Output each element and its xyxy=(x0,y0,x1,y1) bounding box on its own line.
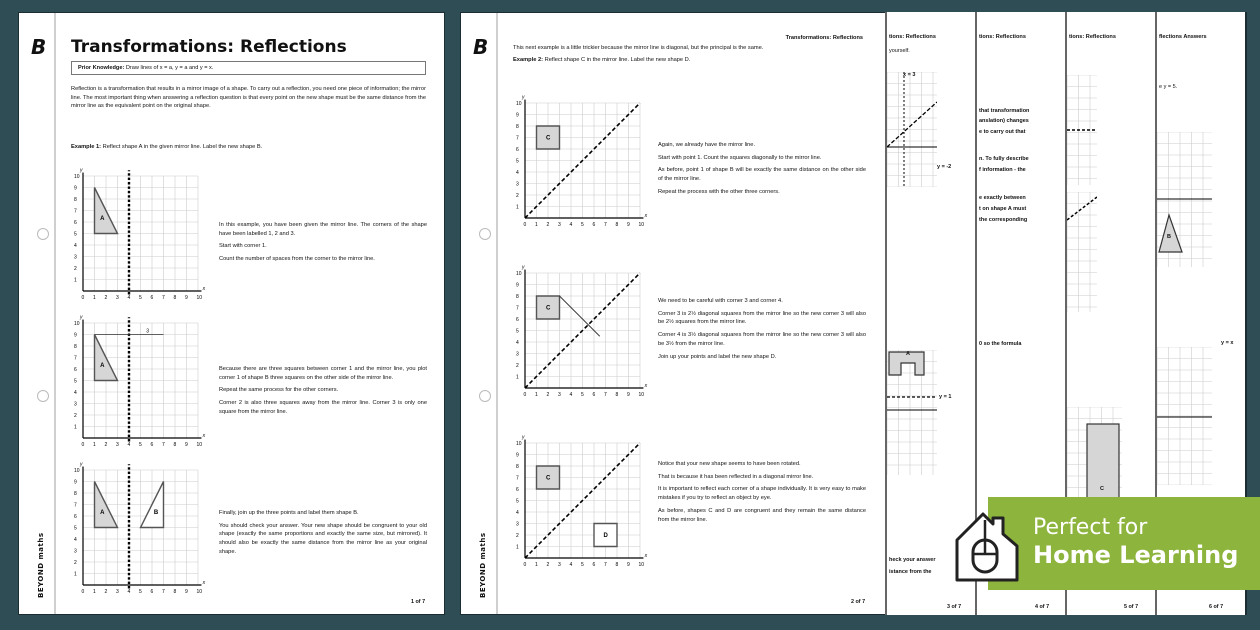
explanation-line: Count the number of spaces from the corner to the mirror line. xyxy=(219,256,375,263)
page-sidebar xyxy=(461,13,498,614)
count-label: 3 xyxy=(146,328,150,335)
x-tick-label: 7 xyxy=(162,589,165,595)
page-header: tions: Reflections xyxy=(979,34,1026,40)
y-tick-label: 5 xyxy=(74,525,77,532)
graph-2 xyxy=(61,303,211,453)
text-fragment: n. To fully describe xyxy=(979,156,1029,162)
x-tick-label: 6 xyxy=(592,222,596,228)
x-tick-label: 2 xyxy=(546,222,550,228)
y-tick-label: 9 xyxy=(516,282,519,289)
y-tick-label: 9 xyxy=(516,452,519,459)
x-tick-label: 2 xyxy=(104,589,108,595)
page-sidebar xyxy=(19,13,56,614)
mini-grid xyxy=(1157,132,1212,267)
page-header: Transformations: Reflections xyxy=(785,35,863,41)
mini-grid xyxy=(887,350,937,475)
text-fragment: yourself. xyxy=(889,48,910,54)
y-tick-label: 8 xyxy=(74,344,77,350)
example-label: Example 1: xyxy=(71,144,102,150)
y-tick-label: 10 xyxy=(74,174,80,180)
y-tick-label: 2 xyxy=(74,560,77,566)
x-tick-label: 10 xyxy=(638,392,645,398)
y-tick-label: 8 xyxy=(516,294,519,300)
y-tick-label: 10 xyxy=(74,468,80,474)
y-tick-label: 3 xyxy=(516,351,519,358)
explanation-line: Repeat the process with the other three corners. xyxy=(658,188,780,195)
explanation-1 xyxy=(658,141,866,201)
x-tick-label: 3 xyxy=(116,589,119,595)
prior-knowledge-text: Draw lines of x = a, y = a and y = x. xyxy=(124,65,214,71)
intro-paragraph: Reflection is a transformation that results in a mirror image of a shape. To carry out a reflection, you need one piece of information; the mirror line. The most important thing when answering a reflection question is that every point on the new shape must be the same distance from the mirror line as the equivalent point on the original shape. xyxy=(71,86,426,110)
y-tick-label: 5 xyxy=(516,158,519,165)
x-tick-label: 6 xyxy=(150,442,154,448)
example-heading xyxy=(71,143,426,152)
x-tick-label: 4 xyxy=(569,222,573,228)
y-tick-label: 8 xyxy=(74,491,77,497)
shape-label: A xyxy=(100,510,105,517)
x-tick-label: 9 xyxy=(627,392,630,398)
x-tick-label: 1 xyxy=(93,295,96,301)
x-tick-label: 6 xyxy=(592,392,596,398)
explanation-line: We need to be careful with corner 3 and corner 4. xyxy=(658,298,783,304)
explanation-line: In this example, you have been given the mirror line. The corners of the shape have been labelled 1, 2 and 3. xyxy=(219,222,427,237)
x-tick-label: 2 xyxy=(104,295,108,301)
x-tick-label: 5 xyxy=(139,589,142,595)
y-tick-label: 2 xyxy=(516,193,519,199)
y-tick-label: 4 xyxy=(516,170,519,176)
y-tick-label: 3 xyxy=(74,254,77,261)
x-tick-label: 4 xyxy=(569,392,573,398)
example-label: Example 2: xyxy=(513,57,544,63)
explanation-line: Start with point 1. Count the squares diagonally to the mirror line. xyxy=(658,154,822,161)
text-fragment: f information - the xyxy=(979,167,1026,173)
x-tick-label: 4 xyxy=(127,589,131,595)
text-fragment: that transformation xyxy=(979,108,1030,114)
badge-line-2: Home Learning xyxy=(1033,541,1239,569)
text-fragment: heck your answer xyxy=(889,557,936,563)
explanation-1 xyxy=(219,221,427,268)
x-tick-label: 7 xyxy=(604,392,607,398)
explanation-2 xyxy=(658,297,866,365)
y-tick-label: 10 xyxy=(516,271,522,277)
y-tick-label: 5 xyxy=(74,378,77,385)
line-label: x = 3 xyxy=(903,72,916,78)
y-tick-label: 4 xyxy=(74,537,77,543)
mini-grid xyxy=(1067,75,1097,185)
shape-label: C xyxy=(1100,486,1104,492)
text-fragment: istance from the xyxy=(889,569,932,575)
y-tick-label: 3 xyxy=(516,521,519,528)
grid xyxy=(1067,192,1097,312)
x-tick-label: 6 xyxy=(592,562,596,568)
x-tick-label: 10 xyxy=(196,589,203,595)
y-tick-label: 6 xyxy=(74,367,77,373)
y-tick-label: 2 xyxy=(516,363,519,369)
binder-hole xyxy=(37,390,49,402)
line-label: y = x xyxy=(1221,340,1234,346)
graph-3 xyxy=(503,423,653,573)
x-tick-label: 7 xyxy=(604,222,607,228)
explanation-line: It is important to reflect each corner of a shape individually. It is very easy to make mistakes if you try to reflect an object by eye. xyxy=(658,486,866,502)
x-axis-label: x xyxy=(202,580,206,586)
text-fragment: e exactly between xyxy=(979,195,1026,201)
shape-label: C xyxy=(546,305,551,312)
x-tick-label: 1 xyxy=(535,392,538,398)
x-tick-label: 1 xyxy=(93,442,96,448)
beyond-logo-icon: B xyxy=(473,35,489,59)
explanation-line: That is because it has been reflected in a diagonal mirror line. xyxy=(658,473,814,480)
y-tick-label: 6 xyxy=(516,317,519,323)
mini-grid xyxy=(1157,347,1212,485)
y-tick-label: 10 xyxy=(74,321,80,327)
y-tick-label: 7 xyxy=(516,305,519,312)
mini-grid xyxy=(1067,192,1097,312)
x-tick-label: 7 xyxy=(162,442,165,448)
x-tick-label: 4 xyxy=(569,562,573,568)
y-tick-label: 8 xyxy=(516,464,519,470)
prior-knowledge-label: Prior Knowledge: xyxy=(78,65,125,71)
x-tick-label: 0 xyxy=(81,442,85,448)
page-header: flections Answers xyxy=(1159,34,1207,40)
x-tick-label: 10 xyxy=(196,295,203,301)
explanation-3 xyxy=(658,460,866,528)
y-tick-label: 1 xyxy=(74,424,77,431)
y-axis-label: y xyxy=(80,461,83,468)
y-axis-label: y xyxy=(522,264,525,271)
shape-label: D xyxy=(603,533,608,539)
x-tick-label: 2 xyxy=(546,562,550,568)
explanation-line: Corner 4 is 3½ diagonal squares from the mirror line so the new corner 3 will also be 3½ from the mirror line. xyxy=(658,332,866,347)
page-number: 6 of 7 xyxy=(1209,604,1224,610)
grid xyxy=(1157,347,1212,485)
y-tick-label: 10 xyxy=(516,101,522,107)
x-tick-label: 9 xyxy=(627,562,630,568)
y-tick-label: 4 xyxy=(516,510,519,516)
x-tick-label: 7 xyxy=(162,295,165,301)
y-tick-label: 7 xyxy=(516,475,519,482)
shape-label: A xyxy=(906,351,910,357)
shape-label: C xyxy=(546,475,551,482)
x-tick-label: 10 xyxy=(638,562,645,568)
explanation-line: Corner 3 is 2½ diagonal squares from the mirror line so the new corner 3 will also be 2½ squares from the mirror line. xyxy=(658,310,866,326)
badge-line-1: Perfect for xyxy=(1033,515,1148,540)
x-tick-label: 3 xyxy=(558,222,561,228)
x-tick-label: 8 xyxy=(173,295,177,301)
x-tick-label: 9 xyxy=(627,222,630,228)
brand-label: BEYOND maths xyxy=(37,532,45,598)
shape-label: C xyxy=(546,135,551,142)
text-fragment: 0 so the formula xyxy=(979,341,1022,347)
explanation-line: As before, point 1 of shape B will be exactly the same distance on the other side of the mirror line. xyxy=(658,167,866,183)
example-text: Reflect shape A in the given mirror line. Label the new shape B. xyxy=(101,144,263,150)
page-number: 5 of 7 xyxy=(1124,604,1139,610)
explanation-line: Corner 2 is also three squares away from the mirror line. Corner 3 is only one square from the mirror line. xyxy=(219,400,427,415)
explanation-line: Notice that your new shape seems to have been rotated. xyxy=(658,461,801,467)
x-tick-label: 5 xyxy=(581,222,584,228)
x-tick-label: 5 xyxy=(581,562,584,568)
y-tick-label: 1 xyxy=(516,374,519,381)
y-tick-label: 9 xyxy=(74,479,77,486)
x-tick-label: 5 xyxy=(581,392,584,398)
page-title: Transformations: Reflections xyxy=(71,37,347,57)
y-tick-label: 2 xyxy=(74,413,77,419)
x-tick-label: 0 xyxy=(523,222,527,228)
explanation-line: Again, we already have the mirror line. xyxy=(658,142,756,148)
y-tick-label: 2 xyxy=(516,533,519,539)
text-fragment: e y = 5. xyxy=(1159,84,1178,90)
y-tick-label: 9 xyxy=(74,185,77,192)
x-tick-label: 1 xyxy=(535,562,538,568)
y-tick-label: 4 xyxy=(74,243,77,249)
y-tick-label: 5 xyxy=(74,231,77,238)
mini-grid xyxy=(1067,407,1122,507)
x-axis-label: x xyxy=(644,383,648,389)
y-tick-label: 8 xyxy=(74,197,77,203)
x-tick-label: 1 xyxy=(93,589,96,595)
x-tick-label: 8 xyxy=(615,562,619,568)
graph-1 xyxy=(503,83,653,233)
y-tick-label: 7 xyxy=(516,135,519,142)
page-number: 4 of 7 xyxy=(1035,604,1050,610)
y-tick-label: 10 xyxy=(516,441,522,447)
y-tick-label: 6 xyxy=(516,487,519,493)
grid xyxy=(887,72,937,187)
page-number: 2 of 7 xyxy=(851,599,866,605)
x-tick-label: 3 xyxy=(116,442,119,448)
page-number: 1 of 7 xyxy=(411,599,426,605)
x-tick-label: 3 xyxy=(558,392,561,398)
explanation-line: Because there are three squares between corner 1 and the mirror line, you plot corner 1 of shape B three squares on the other side of the mirror line. xyxy=(219,366,427,381)
mini-grid xyxy=(887,72,937,187)
x-tick-label: 2 xyxy=(546,392,550,398)
binder-hole xyxy=(479,228,491,240)
y-tick-label: 6 xyxy=(74,514,77,520)
binder-hole xyxy=(37,228,49,240)
explanation-line: As before, shapes C and D are congruent and they remain the same distance from the mirror line. xyxy=(658,507,866,523)
x-tick-label: 8 xyxy=(615,222,619,228)
prior-knowledge-box xyxy=(71,61,426,75)
graph-1 xyxy=(61,156,211,306)
y-tick-label: 9 xyxy=(516,112,519,119)
y-axis-label: y xyxy=(522,434,525,441)
x-tick-label: 6 xyxy=(150,295,154,301)
x-tick-label: 0 xyxy=(81,295,85,301)
y-tick-label: 1 xyxy=(74,277,77,284)
y-tick-label: 3 xyxy=(74,548,77,555)
house-mouse-icon xyxy=(953,506,1021,582)
shape-label: A xyxy=(100,216,105,223)
graph-2 xyxy=(503,253,653,403)
example-text: Reflect shape C in the mirror line. Label the new shape D. xyxy=(543,57,691,63)
page-header: tions: Reflections xyxy=(1069,34,1116,40)
x-tick-label: 1 xyxy=(535,222,538,228)
y-tick-label: 3 xyxy=(516,181,519,188)
x-axis-label: x xyxy=(644,213,648,219)
text-fragment: the corresponding xyxy=(979,217,1028,223)
line-label: y = -2 xyxy=(937,164,952,170)
binder-hole xyxy=(479,390,491,402)
x-tick-label: 6 xyxy=(150,589,154,595)
example-heading xyxy=(513,56,868,65)
x-tick-label: 0 xyxy=(523,392,527,398)
x-tick-label: 5 xyxy=(139,442,142,448)
page-header: tions: Reflections xyxy=(889,34,936,40)
y-tick-label: 1 xyxy=(516,544,519,551)
y-tick-label: 7 xyxy=(74,208,77,215)
shape-label: B xyxy=(1167,234,1171,240)
text-fragment: t on shape A must xyxy=(979,206,1027,212)
shape-label: A xyxy=(100,363,105,370)
x-tick-label: 9 xyxy=(185,442,188,448)
explanation-line: Join up your points and label the new shape D. xyxy=(658,353,777,360)
x-tick-label: 10 xyxy=(196,442,203,448)
y-tick-label: 7 xyxy=(74,355,77,362)
x-tick-label: 9 xyxy=(185,295,188,301)
y-tick-label: 3 xyxy=(74,401,77,408)
x-tick-label: 10 xyxy=(638,222,645,228)
y-tick-label: 4 xyxy=(516,340,519,346)
worksheet-page-1 xyxy=(18,12,445,615)
x-tick-label: 4 xyxy=(127,295,131,301)
text-fragment: e to carry out that xyxy=(979,129,1026,135)
line-label: y = 1 xyxy=(939,394,952,400)
x-tick-label: 2 xyxy=(104,442,108,448)
x-tick-label: 8 xyxy=(173,589,177,595)
y-tick-label: 8 xyxy=(516,124,519,130)
worksheet-page-2 xyxy=(460,12,886,615)
y-axis-label: y xyxy=(522,94,525,101)
explanation-line: Start with corner 1. xyxy=(219,243,267,250)
y-tick-label: 6 xyxy=(516,147,519,153)
x-tick-label: 3 xyxy=(116,295,119,301)
beyond-logo-icon: B xyxy=(31,35,47,59)
brand-label: BEYOND maths xyxy=(479,532,487,598)
y-axis-label: y xyxy=(80,167,83,174)
y-tick-label: 7 xyxy=(74,502,77,509)
explanation-line: Finally, join up the three points and label them shape B. xyxy=(219,510,359,516)
x-tick-label: 0 xyxy=(81,589,85,595)
x-tick-label: 0 xyxy=(523,562,527,568)
page-number: 3 of 7 xyxy=(947,604,962,610)
y-tick-label: 2 xyxy=(74,266,77,272)
y-tick-label: 1 xyxy=(74,571,77,578)
y-tick-label: 6 xyxy=(74,220,77,226)
graph-3 xyxy=(61,450,211,600)
y-tick-label: 5 xyxy=(516,498,519,505)
y-tick-label: 1 xyxy=(516,204,519,211)
x-tick-label: 5 xyxy=(139,295,142,301)
explanation-line: You should check your answer. Your new shape should be congruent to your old shape (exactly the same proportions and exactly the same size, but mirrored). It should also be exactly the same distance from the mirror line as your original shape. xyxy=(219,522,427,555)
y-tick-label: 9 xyxy=(74,332,77,339)
x-tick-label: 7 xyxy=(604,562,607,568)
x-tick-label: 3 xyxy=(558,562,561,568)
x-tick-label: 9 xyxy=(185,589,188,595)
explanation-3 xyxy=(219,509,427,561)
x-tick-label: 8 xyxy=(615,392,619,398)
explanation-2 xyxy=(219,365,427,421)
x-tick-label: 4 xyxy=(127,442,131,448)
intro-paragraph: This next example is a little trickier because the mirror line is diagonal, but the principal is the same. xyxy=(513,45,764,51)
x-tick-label: 8 xyxy=(173,442,177,448)
y-tick-label: 5 xyxy=(516,328,519,335)
y-tick-label: 4 xyxy=(74,390,77,396)
y-axis-label: y xyxy=(80,314,83,321)
x-axis-label: x xyxy=(202,433,206,439)
x-axis-label: x xyxy=(644,553,648,559)
x-axis-label: x xyxy=(202,286,206,292)
explanation-line: Repeat the same process for the other corners. xyxy=(219,387,339,394)
text-fragment: anslation) changes xyxy=(979,118,1029,124)
shape-label: B xyxy=(153,510,159,517)
home-learning-badge xyxy=(988,497,1260,590)
